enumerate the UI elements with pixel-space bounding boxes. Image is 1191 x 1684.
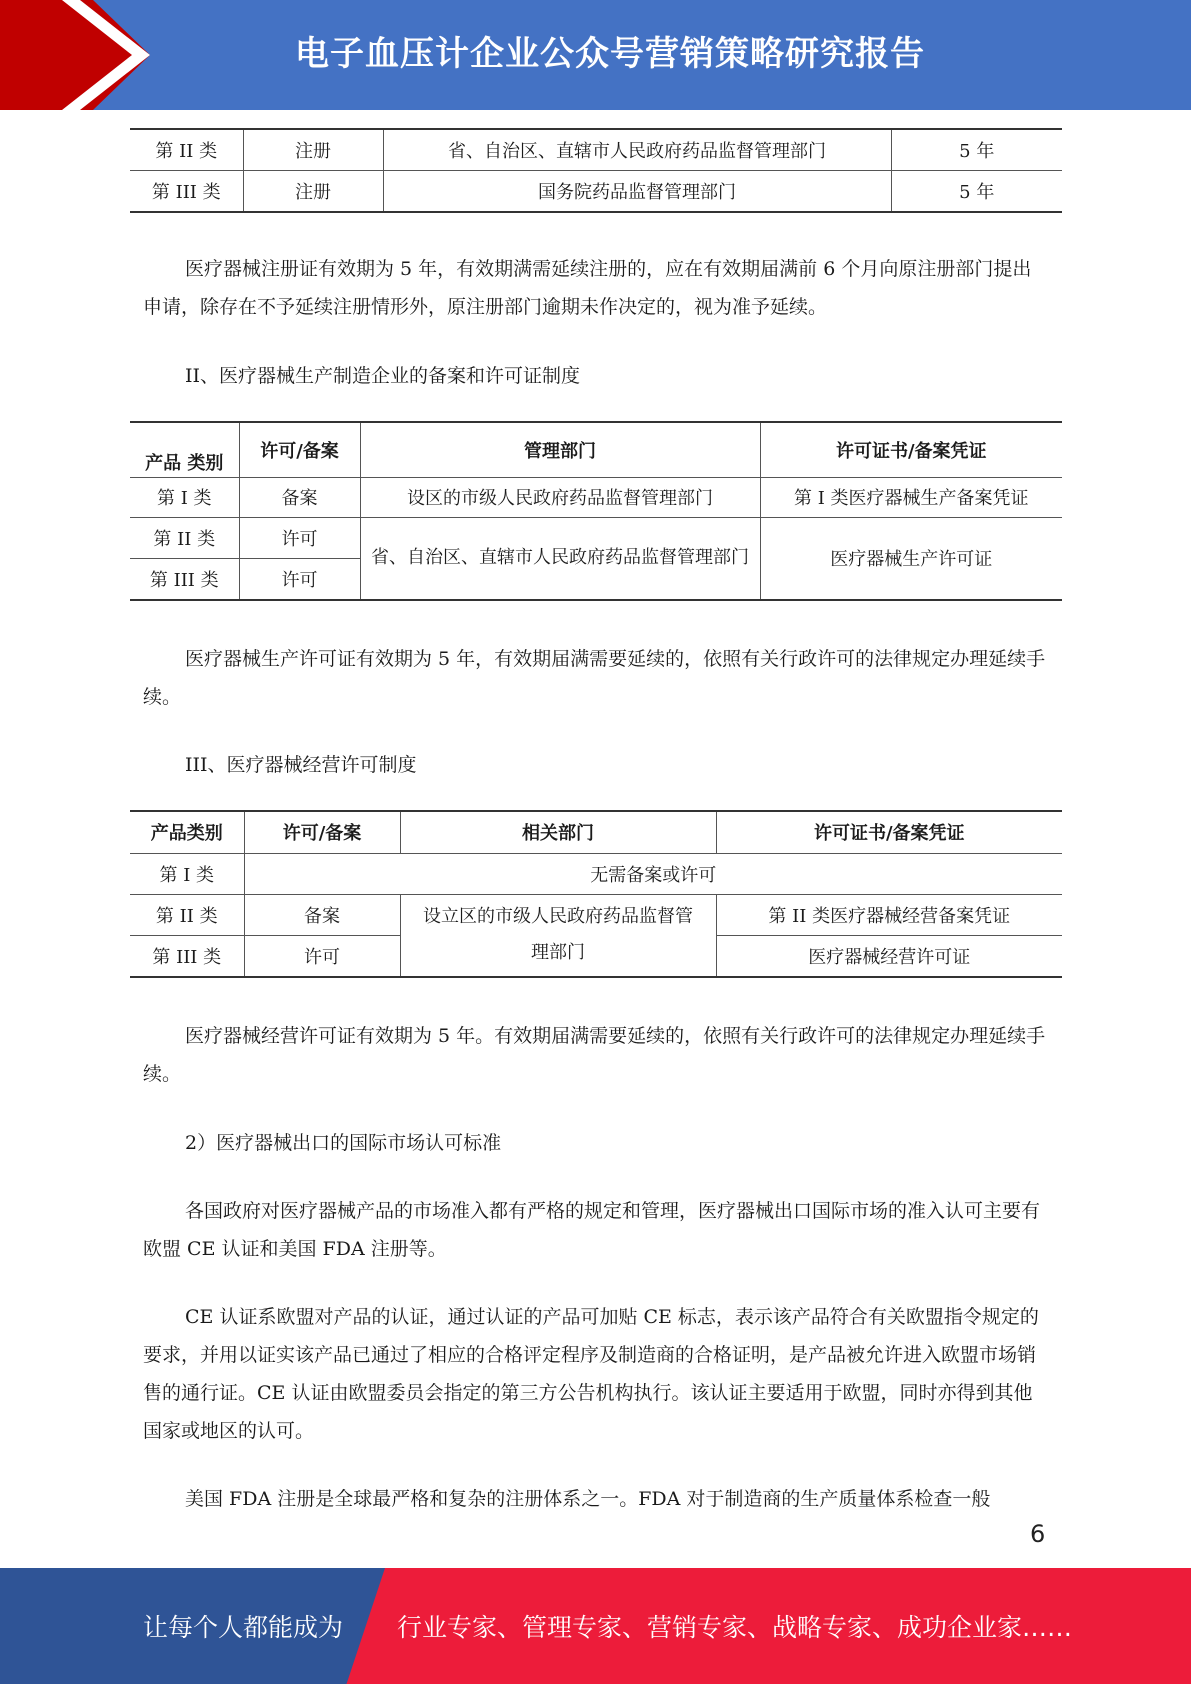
- table-cell: 第 II 类: [130, 517, 239, 558]
- table-cell: 第 III 类: [130, 935, 244, 977]
- table-cell: 许可: [239, 558, 360, 600]
- table-cell: 备案: [244, 894, 400, 935]
- table-cell: 第 I 类: [130, 853, 244, 894]
- table-header-cell: 许可证书/备案凭证: [716, 811, 1062, 853]
- table-cell: 医疗器械经营许可证: [808, 946, 971, 968]
- table-cell: 注册: [243, 171, 383, 213]
- table-cell: 5 年: [959, 182, 995, 203]
- table-header-cell: 产品类别: [130, 811, 244, 853]
- table-cell: 第 III 类: [130, 558, 239, 600]
- table-row: [130, 171, 1062, 213]
- table-header-cell: 许可证书/备案凭证: [760, 422, 1062, 477]
- table-row: [130, 129, 1062, 171]
- table-header-cell: 许可/备案: [239, 422, 360, 477]
- table-cell: 许可: [239, 517, 360, 558]
- table-cell: 无需备案或许可: [244, 853, 1062, 894]
- table-cell: 国务院药品监督管理部门: [383, 171, 891, 213]
- table-cell: 备案: [239, 477, 360, 517]
- table-cell: 第 III 类: [130, 171, 243, 213]
- table-cell: 注册: [243, 129, 383, 171]
- table-cell: 第 II 类: [130, 894, 244, 935]
- table-cell: 第 II 类: [130, 129, 243, 171]
- footer-slogan-right: 行业专家、管理专家、营销专家、战略专家、成功企业家……: [397, 1613, 1073, 1642]
- footer-slogan-left: 让每个人都能成为: [143, 1613, 344, 1642]
- section-heading-export: 2）医疗器械出口的国际市场认可标准: [185, 1132, 502, 1154]
- table-cell: 许可: [244, 935, 400, 977]
- table-cell: 第 I 类医疗器械生产备案凭证: [760, 477, 1062, 517]
- header-banner: [0, 0, 1191, 110]
- paragraph-operation-validity: 医疗器械经营许可证有效期为 5 年。有效期届满需要延续的，依照有关行政许可的法律规定办理延续手续。: [143, 1025, 1046, 1085]
- table-cell: 5 年: [891, 129, 1062, 171]
- table-cell: 医疗器械生产许可证: [830, 549, 993, 571]
- table-row: [130, 894, 1062, 935]
- registration-table: [130, 128, 1062, 213]
- paragraph-fda-registration: 美国 FDA 注册是全球最严格和复杂的注册体系之一。FDA 对于制造商的生产质量体系检查一般: [185, 1488, 991, 1510]
- page-number: 6: [1030, 1520, 1046, 1548]
- table-cell: 省、自治区、直辖市人民政府药品监督管理部门: [383, 129, 891, 171]
- table-header-cell: 管理部门: [360, 422, 760, 477]
- table-header-cell: 产品 类别: [130, 422, 239, 477]
- table-cell: 设立区的市级人民政府药品监督管理部门: [400, 894, 716, 977]
- header-chevron-icon: [62, 0, 152, 110]
- table-header-cell: 许可/备案: [244, 811, 400, 853]
- table-cell: 第 I 类: [130, 477, 239, 517]
- paragraph-production-validity: 医疗器械生产许可证有效期为 5 年，有效期届满需要延续的，依照有关行政许可的法律规定办理延续手续。: [143, 648, 1046, 708]
- table-cell: 第 II 类医疗器械经营备案凭证: [716, 894, 1062, 935]
- section-heading-production: II、医疗器械生产制造企业的备案和许可证制度: [185, 365, 581, 387]
- footer-banner: [0, 1568, 1191, 1684]
- paragraph-export-standards: 各国政府对医疗器械产品的市场准入都有严格的规定和管理，医疗器械出口国际市场的准入认可主要有欧盟 CE 认证和美国 FDA 注册等。: [143, 1200, 1041, 1260]
- table-row: [130, 853, 1062, 894]
- table-cell: 设区的市级人民政府药品监督管理部门: [360, 477, 760, 517]
- section-heading-operation: III、医疗器械经营许可制度: [185, 754, 417, 776]
- report-title: 电子血压计企业公众号营销策略研究报告: [295, 34, 925, 74]
- operation-license-table: [130, 810, 1062, 978]
- table-header-row: [130, 811, 1062, 853]
- paragraph-ce-certification: CE 认证系欧盟对产品的认证，通过认证的产品可加贴 CE 标志，表示该产品符合有关欧盟指令规定的要求，并用以证实该产品已通过了相应的合格评定程序及制造商的合格证明，是产品被允许进入欧盟市场销售的通行证。CE 认证由欧盟委员会指定的第三方公告机构执行。该认证主要适用于欧盟，同时亦得到其他国家或地区的认可。: [143, 1306, 1039, 1442]
- table-header-cell: 相关部门: [400, 811, 716, 853]
- table-header-row: [130, 422, 1062, 477]
- table-row: [130, 517, 1062, 558]
- table-cell: 省、自治区、直辖市人民政府药品监督管理部门: [360, 517, 760, 600]
- production-license-table: [130, 421, 1062, 601]
- paragraph-registration-validity: 医疗器械注册证有效期为 5 年，有效期满需延续注册的，应在有效期届满前 6 个月向原注册部门提出申请，除存在不予延续注册情形外，原注册部门逾期未作决定的，视为准予延续。: [143, 258, 1032, 318]
- table-row: [130, 477, 1062, 517]
